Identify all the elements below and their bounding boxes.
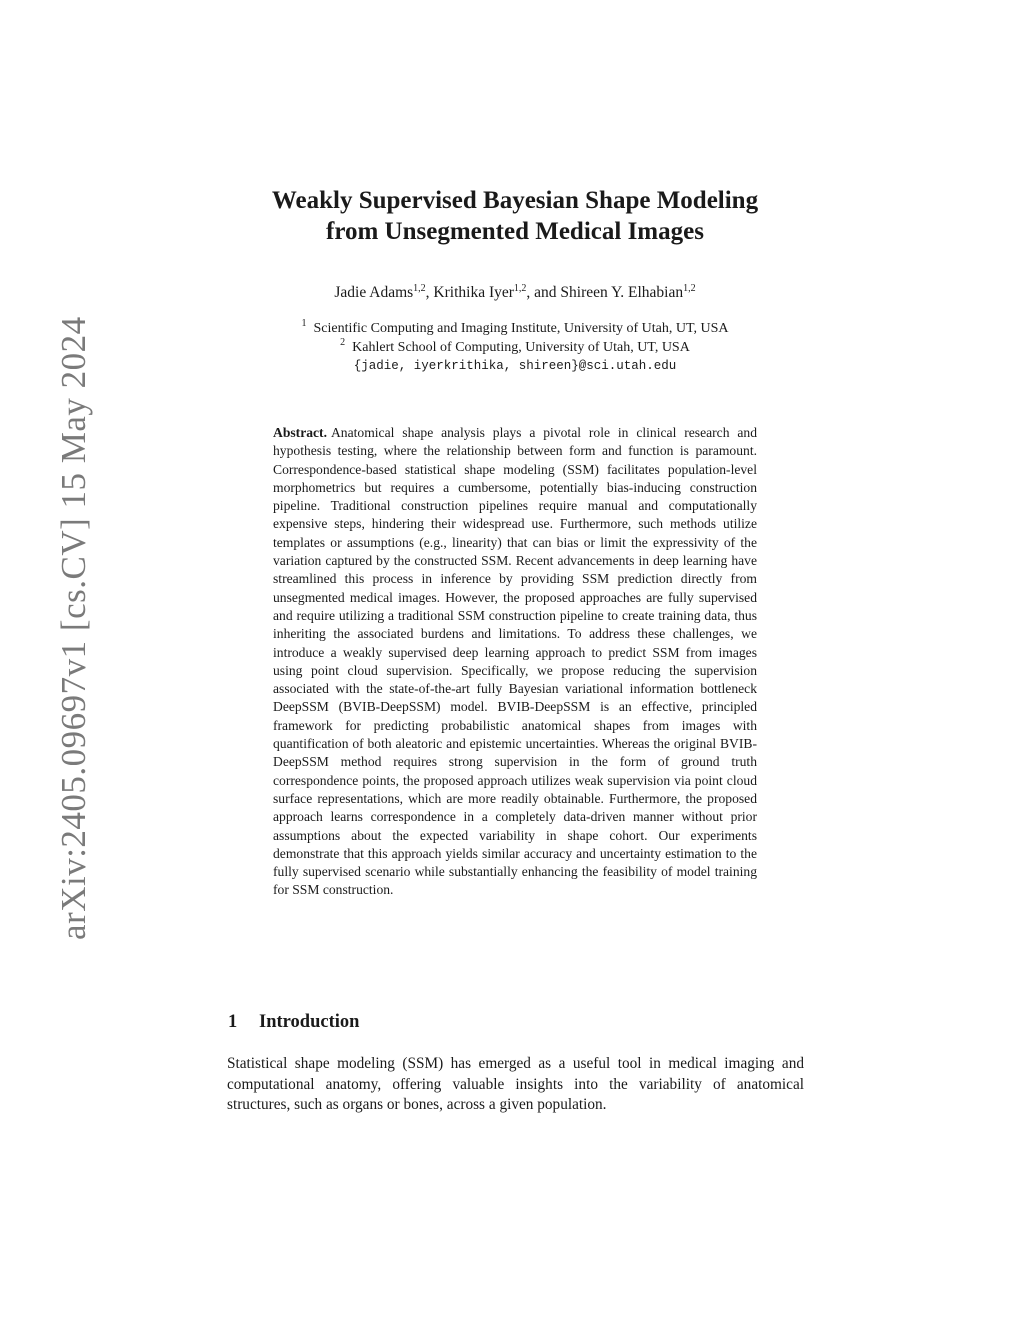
abstract bbox=[273, 424, 757, 900]
author-name: Shireen Y. Elhabian bbox=[560, 284, 684, 301]
section-title: Introduction bbox=[259, 1012, 360, 1032]
author-affiliation-marker: 1,2 bbox=[413, 283, 426, 294]
author-affiliation-marker: 1,2 bbox=[683, 283, 696, 294]
title-line-1: Weakly Supervised Bayesian Shape Modeling bbox=[271, 187, 759, 214]
author-list bbox=[200, 283, 830, 303]
intro-paragraph: Statistical shape modeling (SSM) has emerged as a useful tool in medical imaging and computational anatomy, offering valuable insights into the variability of anatomical structures, such as organs or bones, across a given population. bbox=[227, 1055, 804, 1113]
affiliation-marker: 2 bbox=[340, 337, 346, 348]
affiliation-marker: 1 bbox=[301, 318, 307, 329]
affiliations bbox=[200, 319, 830, 376]
section-heading bbox=[228, 1010, 359, 1034]
author-name: Jadie Adams bbox=[334, 284, 414, 301]
arxiv-identifier-stamp: arXiv:2405.09697v1 [cs.CV] 15 May 2024 bbox=[54, 316, 93, 940]
affiliation-text: Kahlert School of Computing, University of Utah, UT, USA bbox=[352, 340, 690, 355]
affiliation-line bbox=[200, 319, 830, 338]
abstract-label: Abstract. bbox=[273, 425, 327, 440]
abstract-text: Anatomical shape analysis plays a pivotal role in clinical research and hypothesis testing, where the relationship between form and function is paramount. Correspondence-based statistical shape modeling (SSM) facilitates population-level morphometrics but requires a cumbersome, potentially bias-inducing construction pipeline. Traditional construction pipelines require manual and computationally expensive steps, hindering their widespread use. Furthermore, such methods utilize templates or assumptions (e.g., linearity) that can bias or limit the expressivity of the variation captured by the constructed SSM. Recent advancements in deep learning have streamlined this process in inference by providing SSM prediction directly from unsegmented medical images. However, the proposed approaches are fully supervised and require utilizing a traditional SSM construction pipeline to create training data, thus inheriting the associated burdens and limitations. To address these challenges, we introduce a weakly supervised deep learning approach to predict SSM from images using point cloud supervision. Specifically, we propose reducing the supervision associated with the state-of-the-art fully Bayesian variational information bottleneck DeepSSM (BVIB-DeepSSM) model. BVIB-DeepSSM is an effective, principled framework for predicting probabilistic anatomical shapes from images with quantification of both aleatoric and epistemic uncertainties. Whereas the original BVIB-DeepSSM method requires strong supervision in the form of ground truth correspondence points, the proposed approach utilizes weak supervision via point cloud surface representations, which are more readily obtainable. Furthermore, the proposed approach learns correspondence in a completely data-driven manner without prior assumptions about the expected variability in shape cohort. Our experiments demonstrate that this approach yields similar accuracy and uncertainty estimation to the fully supervised scenario while substantially enhancing the feasibility of model training for SSM construction. bbox=[273, 425, 757, 898]
author-emails: {jadie, iyerkrithika, shireen}@sci.utah.edu bbox=[353, 359, 677, 373]
author-separator: , and bbox=[526, 284, 561, 301]
author-name: Krithika Iyer bbox=[433, 284, 514, 301]
author-separator: , bbox=[425, 284, 434, 301]
affiliation-line bbox=[200, 338, 830, 357]
affiliation-text: Scientific Computing and Imaging Institute, University of Utah, UT, USA bbox=[313, 321, 729, 336]
section-number: 1 bbox=[228, 1012, 238, 1032]
title-line-2: from Unsegmented Medical Images bbox=[326, 218, 704, 245]
author-affiliation-marker: 1,2 bbox=[513, 283, 527, 294]
paper-title bbox=[200, 185, 830, 247]
